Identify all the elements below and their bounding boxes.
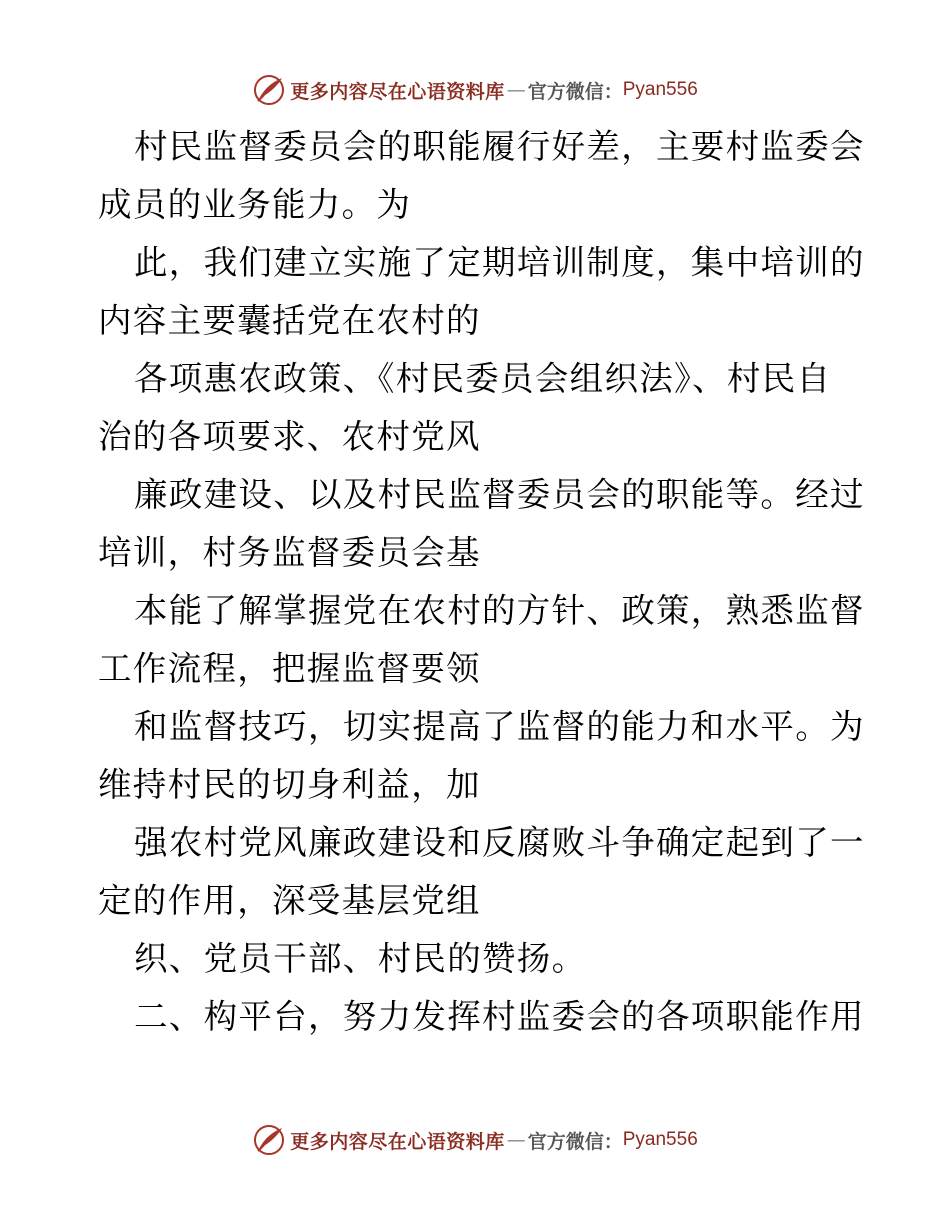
body-line: 各项惠农政策、《村民委员会组织法》、村民自 xyxy=(134,359,832,398)
body-line: 此，我们建立实施了定期培训制度，集中培训的 xyxy=(134,243,865,282)
banner-dash: — xyxy=(506,1129,526,1151)
footer-banner xyxy=(0,1120,950,1160)
body-line: 织、党员干部、村民的赞扬。 xyxy=(134,939,587,978)
banner-promo-text: 更多内容尽在心语资料库 xyxy=(290,80,505,103)
body-line: 治的各项要求、农村党风 xyxy=(98,417,481,456)
body-line: 村民监督委员会的职能履行好差，主要村监委会 xyxy=(134,127,865,166)
banner-contact-label: 官方微信： xyxy=(527,1130,623,1153)
banner-dash: — xyxy=(506,79,526,101)
document-body xyxy=(98,118,865,1046)
banner-contact-id: Pyan556 xyxy=(622,1129,698,1150)
body-line: 内容主要囊括党在农村的 xyxy=(98,301,481,340)
body-line: 成员的业务能力。为 xyxy=(98,185,412,224)
banner-promo-text: 更多内容尽在心语资料库 xyxy=(290,1130,505,1153)
body-line: 培训，村务监督委员会基 xyxy=(98,533,481,572)
quill-pen-logo-icon xyxy=(252,1123,286,1157)
body-line: 维持村民的切身利益，加 xyxy=(98,765,481,804)
body-line: 和监督技巧，切实提高了监督的能力和水平。为 xyxy=(134,707,865,746)
body-line: 定的作用，深受基层党组 xyxy=(98,881,481,920)
body-line: 工作流程，把握监督要领 xyxy=(98,649,481,688)
banner-contact-id: Pyan556 xyxy=(622,79,698,100)
section-heading: 二、构平台，努力发挥村监委会的各项职能作用 xyxy=(134,997,865,1036)
header-banner xyxy=(0,70,950,110)
body-line: 强农村党风廉政建设和反腐败斗争确定起到了一 xyxy=(134,823,865,862)
quill-pen-logo-icon xyxy=(252,73,286,107)
body-line: 廉政建设、以及村民监督委员会的职能等。经过 xyxy=(134,475,865,514)
banner-contact-label: 官方微信： xyxy=(527,80,623,103)
body-line: 本能了解掌握党在农村的方针、政策，熟悉监督 xyxy=(134,591,865,630)
